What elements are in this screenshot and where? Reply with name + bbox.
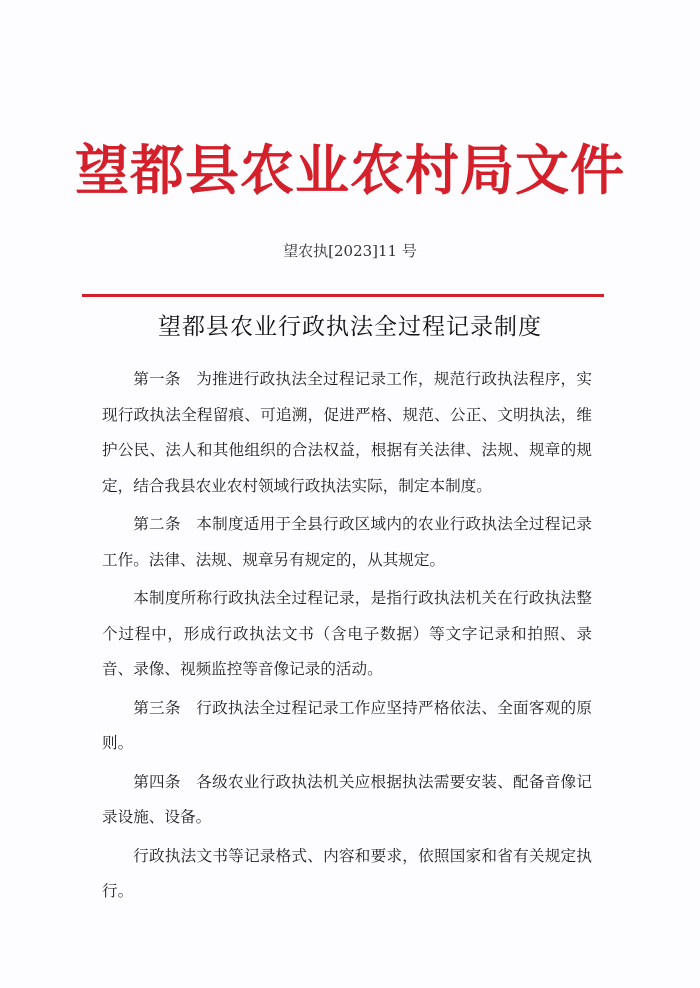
article-4-format-text: 行政执法文书等记录格式、内容和要求，依照国家和省有关规定执行。 <box>102 846 592 900</box>
article-3-label: 第三条 <box>133 698 181 717</box>
article-1-paragraph <box>102 362 592 504</box>
document-body <box>102 362 592 910</box>
article-2-definition-text: 本制度所称行政执法全过程记录，是指行政执法机关在行政执法整个过程中，形成行政执法文书（含电子数据）等文字记录和拍照、录音、录像、视频监控等音像记录的活动。 <box>102 589 592 678</box>
article-1-text: 为推进行政执法全过程记录工作，规范行政执法程序，实现行政执法全程留痕、可追溯，促进严格、规范、公正、文明执法，维护公民、法人和其他组织的合法权益，根据有关法律、法规、规章的规定，结合我县农业农村领域行政执法实际，制定本制度。 <box>102 370 592 495</box>
article-2-definition-paragraph <box>102 581 592 688</box>
article-2-paragraph <box>102 507 592 578</box>
article-4-paragraph <box>102 765 592 836</box>
document-title: 望都县农业行政执法全过程记录制度 <box>158 314 542 340</box>
red-divider-line <box>82 294 604 297</box>
article-3-paragraph <box>102 691 592 762</box>
article-2-label: 第二条 <box>133 515 181 533</box>
article-4-format-paragraph <box>102 839 592 910</box>
article-4-label: 第四条 <box>133 772 181 791</box>
article-3-text: 行政执法全过程记录工作应坚持严格依法、全面客观的原则。 <box>102 698 592 752</box>
issuer-header: 望都县农业农村局文件 <box>75 139 625 202</box>
document-number: 望农执[2023]11 号 <box>283 242 417 260</box>
article-4-text: 各级农业行政执法机关应根据执法需要安装、配备音像记录设施、设备。 <box>102 772 592 826</box>
article-2-text: 本制度适用于全县行政区域内的农业行政执法全过程记录工作。法律、法规、规章另有规定的，从其规定。 <box>102 515 592 569</box>
article-1-label: 第一条 <box>133 370 181 388</box>
